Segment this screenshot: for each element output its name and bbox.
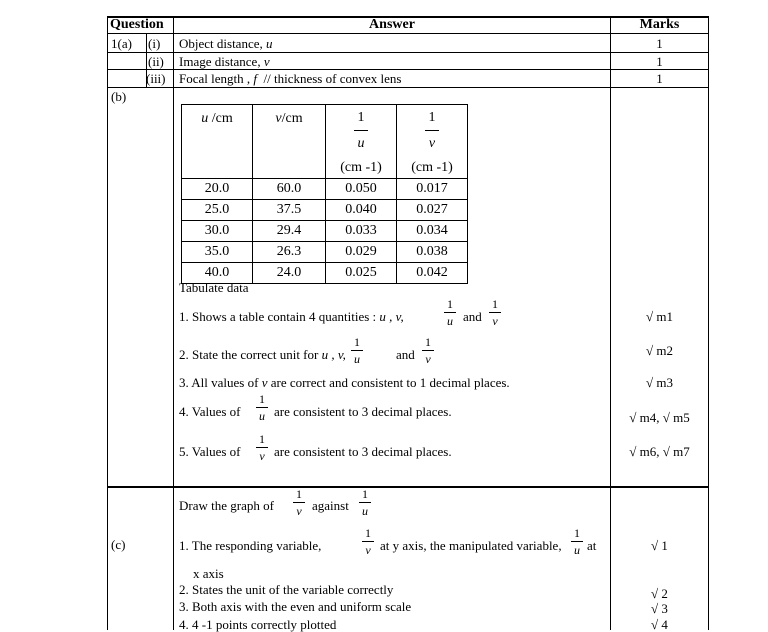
frac-1-over-u: 1 u xyxy=(444,298,456,327)
answer-a-iii: Focal length , f // thickness of convex lens xyxy=(179,71,402,86)
mark-c-1: √ 1 xyxy=(651,538,668,553)
item-3: 3. Both axis with the even and uniform scale xyxy=(179,599,412,614)
sub-label-ii: (ii) xyxy=(148,54,164,69)
label-b: (b) xyxy=(111,89,127,104)
draw-graph-text: Draw the graph of xyxy=(179,498,274,513)
mark-m4-m5: √ m4, √ m5 xyxy=(629,410,690,425)
criterion-1: 1. Shows a table contain 4 quantities : u , v, xyxy=(179,309,404,324)
header-answer: Answer xyxy=(369,17,415,32)
data-table xyxy=(181,104,468,284)
criterion-2: 2. State the correct unit for u , v, xyxy=(179,347,346,362)
mark-a-i: 1 xyxy=(656,36,663,51)
mark-c-4: √ 4 xyxy=(651,617,668,632)
frac-1-over-u: 1 u xyxy=(351,336,363,365)
frac-1-over-v: 1 v xyxy=(489,298,501,327)
item-2: 2. States the unit of the variable correctly xyxy=(179,582,394,597)
draw-graph-against: against xyxy=(312,498,349,513)
criterion-5: 5. Values of xyxy=(179,444,241,459)
item-1: 1. The responding variable, xyxy=(179,538,322,553)
mark-a-iii: 1 xyxy=(656,71,663,86)
frac-1-over-v: 1 v xyxy=(293,488,305,517)
frac-1-over-u: 1 u xyxy=(359,488,371,517)
criterion-4-tail: are consistent to 3 decimal places. xyxy=(274,404,452,419)
mark-c-2: √ 2 xyxy=(651,586,668,601)
mark-m3: √ m3 xyxy=(646,375,673,390)
criterion-2-and: and xyxy=(396,347,415,362)
sub-label-iii: (iii) xyxy=(146,71,166,86)
frac-1-over-u: 1 u xyxy=(256,393,268,422)
frac-1-over-v: 1 v xyxy=(256,433,268,462)
table-row: 25.0 37.5 0.040 0.027 xyxy=(182,200,468,221)
frac-1-over-u: 1 u xyxy=(571,527,583,556)
question-number: 1(a) xyxy=(111,36,132,51)
mark-m6-m7: √ m6, √ m7 xyxy=(629,444,690,459)
mark-m1: √ m1 xyxy=(646,309,673,324)
mark-m2: √ m2 xyxy=(646,343,673,358)
col-header-u: u /cm xyxy=(182,105,253,179)
col-header-v: v/cm xyxy=(253,105,326,179)
answer-a-i: Object distance, u xyxy=(179,36,273,51)
col-header-inv-u: $\frac{1}{u}$ (cm -1) xyxy=(326,105,397,179)
item-4: 4. 4 -1 points correctly plotted xyxy=(179,617,337,632)
label-c: (c) xyxy=(111,537,126,552)
mark-a-ii: 1 xyxy=(656,54,663,69)
criterion-4: 4. Values of xyxy=(179,404,241,419)
item-1-xaxis: x axis xyxy=(193,566,224,581)
table-row: 30.0 29.4 0.033 0.034 xyxy=(182,221,468,242)
tabulate-label: Tabulate data xyxy=(179,280,249,295)
answer-a-ii: Image distance, v xyxy=(179,54,270,69)
sub-label-i: (i) xyxy=(148,36,161,51)
criterion-1-and: and xyxy=(463,309,482,324)
frac-1-over-v: 1 v xyxy=(362,527,374,556)
criterion-5-tail: are consistent to 3 decimal places. xyxy=(274,444,452,459)
frac-1-over-v: 1 v xyxy=(422,336,434,365)
criterion-3: 3. All values of v are correct and consistent to 1 decimal places. xyxy=(179,375,510,390)
mark-c-3: √ 3 xyxy=(651,601,668,616)
item-1-at: at xyxy=(587,538,597,553)
header-question: Question xyxy=(110,17,164,32)
table-row: 20.0 60.0 0.050 0.017 xyxy=(182,179,468,200)
col-header-inv-v: $\frac{1}{v}$ (cm -1) xyxy=(397,105,468,179)
table-row: 40.0 24.0 0.025 0.042 xyxy=(182,263,468,284)
table-row: 35.0 26.3 0.029 0.038 xyxy=(182,242,468,263)
header-marks: Marks xyxy=(639,17,680,32)
item-1-mid: at y axis, the manipulated variable, xyxy=(380,538,562,553)
